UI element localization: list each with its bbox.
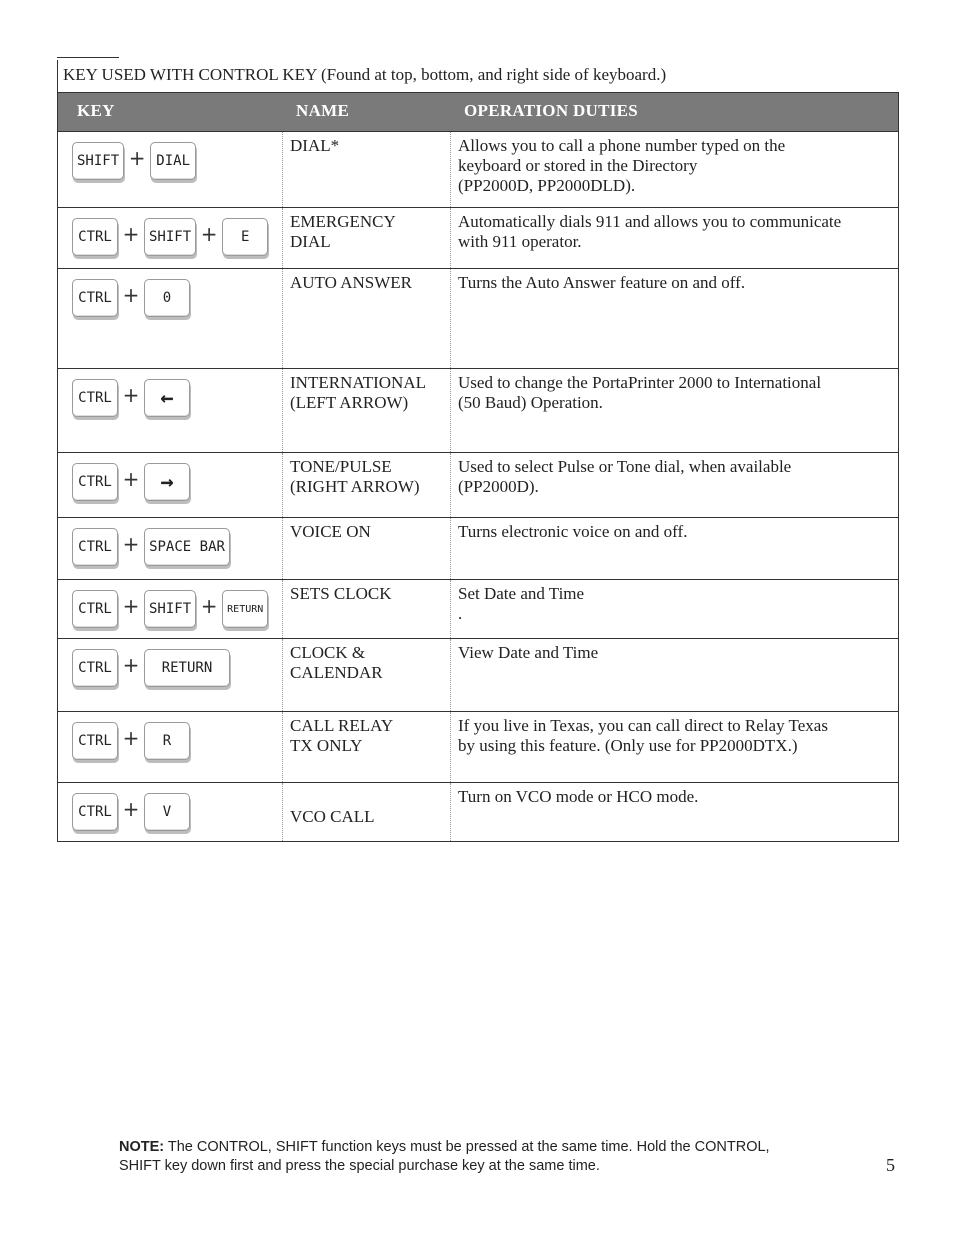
table-row [57, 269, 899, 369]
name-cell [282, 132, 451, 207]
duty-cell [450, 518, 898, 579]
name-cell [282, 639, 451, 711]
table-caption: KEY USED WITH CONTROL KEY (Found at top, bottom, and right side of keyboard.) [57, 60, 898, 92]
function-name: VOICE ON [290, 522, 371, 541]
name-cell [282, 269, 451, 368]
header-name: NAME [296, 101, 350, 120]
plus-sign: + [122, 797, 140, 821]
function-name: INTERNATIONAL (LEFT ARROW) [290, 373, 426, 412]
key-combo [72, 722, 190, 760]
plus-sign: + [128, 146, 146, 170]
table-row [57, 453, 899, 518]
key-combo [72, 379, 190, 417]
duty-cell [450, 369, 898, 452]
footnote [119, 1138, 799, 1176]
keycap: CTRL [72, 793, 118, 831]
function-name: VCO CALL [290, 807, 375, 826]
header-duties: OPERATION DUTIES [464, 101, 639, 120]
plus-sign: + [122, 222, 140, 246]
right-arrow-key: → [144, 463, 190, 501]
table-row [57, 132, 899, 208]
key-combo [72, 793, 190, 831]
operation-duty: Used to change the PortaPrinter 2000 to International (50 Baud) Operation. [458, 373, 822, 412]
key-combo [72, 279, 190, 317]
key-combo [72, 528, 230, 566]
keycap: SHIFT [72, 142, 124, 180]
operation-duty: Set Date and Time . [458, 584, 585, 623]
keycap: RETURN [222, 590, 268, 628]
keycap: V [144, 793, 190, 831]
key-combo [72, 218, 268, 256]
key-combo [72, 142, 196, 180]
function-name: CLOCK & CALENDAR [290, 643, 383, 682]
operation-duty: Turns the Auto Answer feature on and off. [458, 273, 746, 292]
key-combo [72, 463, 190, 501]
operation-duty: Used to select Pulse or Tone dial, when available (PP2000D). [458, 457, 792, 496]
table-header [57, 92, 899, 132]
name-cell [282, 580, 451, 638]
duty-cell [450, 453, 898, 517]
duty-cell [450, 712, 898, 782]
keycap: CTRL [72, 590, 118, 628]
duty-cell [450, 132, 898, 207]
operation-duty: Turns electronic voice on and off. [458, 522, 688, 541]
name-cell [282, 712, 451, 782]
table-row [57, 518, 899, 580]
table-row [57, 639, 899, 712]
keycap: CTRL [72, 649, 118, 687]
keycap: RETURN [144, 649, 230, 687]
header-key: KEY [77, 101, 115, 120]
table-row [57, 580, 899, 639]
plus-sign: + [122, 532, 140, 556]
duty-cell [450, 208, 898, 268]
function-name: AUTO ANSWER [290, 273, 412, 292]
page-number: 5 [886, 1155, 895, 1175]
keycap: R [144, 722, 190, 760]
table-row [57, 208, 899, 269]
function-name: CALL RELAY TX ONLY [290, 716, 394, 755]
operation-duty: Turn on VCO mode or HCO mode. [458, 787, 699, 806]
keycap: E [222, 218, 268, 256]
keycap: CTRL [72, 463, 118, 501]
left-arrow-key: ← [144, 379, 190, 417]
keycap: CTRL [72, 218, 118, 256]
key-combo [72, 649, 230, 687]
keycap: CTRL [72, 379, 118, 417]
plus-sign: + [122, 467, 140, 491]
keycap: CTRL [72, 279, 118, 317]
note-text: The CONTROL, SHIFT function keys must be pressed at the same time. Hold the CONTROL, SHIFT key down first and press the special purchase key at the same time. [119, 1139, 770, 1174]
duty-cell [450, 783, 898, 841]
table-row [57, 369, 899, 453]
note-label: NOTE: [119, 1139, 165, 1155]
plus-sign: + [200, 594, 218, 618]
top-rule [57, 57, 119, 58]
operation-duty: If you live in Texas, you can call direct to Relay Texas by using this feature. (Only use for PP2000DTX.) [458, 716, 828, 755]
keycap: 0 [144, 279, 190, 317]
plus-sign: + [122, 383, 140, 407]
table-row [57, 783, 899, 842]
duty-cell [450, 269, 898, 368]
duty-cell [450, 580, 898, 638]
key-table [57, 92, 899, 842]
keycap: SPACE BAR [144, 528, 230, 566]
keycap: CTRL [72, 528, 118, 566]
name-cell [282, 369, 451, 452]
operation-duty: Automatically dials 911 and allows you to communicate with 911 operator. [458, 212, 842, 251]
name-cell [282, 783, 451, 841]
name-cell [282, 208, 451, 268]
plus-sign: + [200, 222, 218, 246]
function-name: EMERGENCY DIAL [290, 212, 396, 251]
keycap: CTRL [72, 722, 118, 760]
plus-sign: + [122, 594, 140, 618]
function-name: SETS CLOCK [290, 584, 392, 603]
name-cell [282, 518, 451, 579]
table-row [57, 712, 899, 783]
key-combo [72, 590, 268, 628]
keycap: SHIFT [144, 218, 196, 256]
name-cell [282, 453, 451, 517]
plus-sign: + [122, 726, 140, 750]
operation-duty: Allows you to call a phone number typed on the keyboard or stored in the Directory (PP2000D, PP2000DLD). [458, 136, 786, 195]
plus-sign: + [122, 653, 140, 677]
function-name: DIAL* [290, 136, 340, 155]
duty-cell [450, 639, 898, 711]
function-name: TONE/PULSE (RIGHT ARROW) [290, 457, 420, 496]
keycap: DIAL [150, 142, 196, 180]
plus-sign: + [122, 283, 140, 307]
operation-duty: View Date and Time [458, 643, 599, 662]
keycap: SHIFT [144, 590, 196, 628]
